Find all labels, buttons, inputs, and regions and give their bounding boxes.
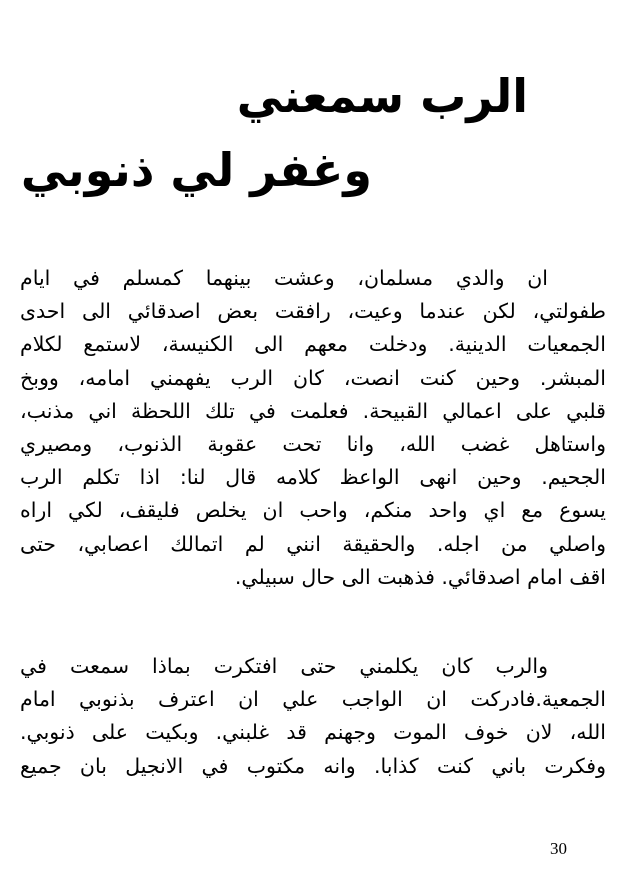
text-line: المبشر. وحين كنت انصت، كان الرب يفهمني امامه، ووبخ — [20, 365, 606, 390]
text-line: ان والدي مسلمان، وعشت بينهما كمسلم في ايام — [20, 266, 548, 290]
text-line: واستاهل غضب الله، وانا تحت عقوبة الذنوب، ومصيري — [20, 432, 606, 457]
text-line: الجمعية.فادركت ان الواجب علي ان اعترف بذنوبي امام — [20, 687, 606, 712]
text-line: قلبي على اعمالي القبيحة. فعلمت في تلك اللحظة اني مذنب، — [20, 398, 606, 423]
text-line: الجحيم. وحين انهى الواعظ كلامه قال لنا: اذا تكلم الرب — [20, 465, 606, 490]
paragraph-1 — [20, 262, 606, 594]
text-line: وفكرت باني كنت كذابا. وانه مكتوب في الانجيل بان جميع — [20, 753, 606, 778]
paragraph-2 — [20, 650, 606, 783]
text-line: اقف امام اصدقائي. فذهبت الى حال سبيلي. — [234, 564, 606, 589]
page-number: 30 — [550, 839, 567, 858]
text-line: واصلي من اجله. والحقيقة انني لم اتمالك اعصابي، حتى — [20, 531, 606, 556]
text-line: الجمعيات الدينية. ودخلت معهم الى الكنيسة، لاستمع لكلام — [20, 332, 606, 357]
page-title-line-1: الرب سمعني — [236, 69, 528, 123]
text-line: والرب كان يكلمني حتى افتكرت بماذا سمعت في — [20, 654, 548, 678]
page-title-line-2: وغفر لي ذنوبي — [20, 143, 372, 197]
text-line: يسوع مع اي واحد منكم، واحب ان يخلص فليقف، لكي اراه — [20, 498, 606, 523]
text-line: طفولتي، لكن عندما وعيت، رافقت بعض اصدقائي الى احدى — [20, 299, 606, 324]
text-line: الله، لان خوف الموت وجهنم قد غلبني. وبكيت على ذنوبي. — [20, 720, 606, 745]
